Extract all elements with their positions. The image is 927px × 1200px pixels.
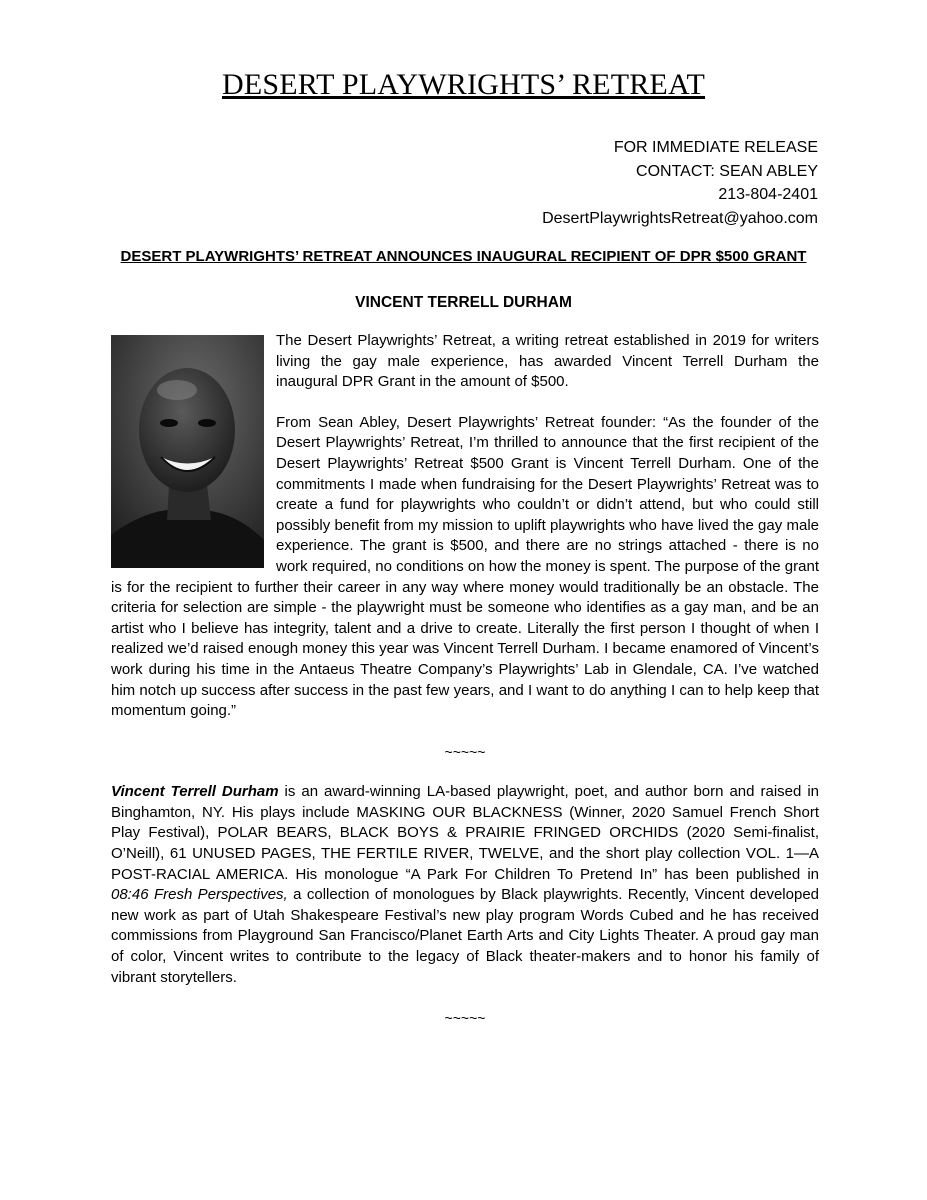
bio-name: Vincent Terrell Durham: [111, 783, 279, 801]
bio-text-1: is an award-winning LA-based playwright, poet, and author born and raised in Binghamton, NY. His plays include MASKING OUR BLACKNESS (Winner, 2020 Samuel French Short Play Festival), POLAR BEARS, BLACK BOYS & PRAIRIE FRINGED ORCHIDS (2020 Semi-finalist, O’Neill), 61 UNUSED PAGES, THE FERTILE RIVER, TWELVE, and the short play collection VOL. 1—A POST-RACIAL AMERICA. His monologue “A Park For Children To Pretend In” has been published in: [111, 783, 819, 883]
subject-name: VINCENT TERRELL DURHAM: [355, 294, 572, 311]
body-text: [111, 331, 819, 1049]
bio-publication: 08:46 Fresh Perspectives,: [111, 886, 288, 904]
release-label: FOR IMMEDIATE RELEASE: [613, 139, 818, 156]
contact-name: CONTACT: SEAN ABLEY: [636, 162, 818, 180]
organization-title: DESERT PLAYWRIGHTS’ RETREAT: [221, 68, 706, 101]
section-separator: ~~~~~: [444, 743, 486, 760]
end-separator: ~~~~~: [444, 1010, 486, 1027]
announcement-paragraph-1: The Desert Playwrights’ Retreat, a writing retreat established in 2019 for writers living the gay male experience, has awarded Vincent Terrell Durham the inaugural DPR Grant in the amount of $500.: [276, 332, 819, 391]
contact-block: [542, 136, 818, 230]
portrait-photo: [111, 335, 264, 568]
contact-phone: 213-804-2401: [718, 186, 818, 203]
bio-paragraph: [111, 782, 819, 988]
bio-text-2: a collection of monologues by Black playwrights. Recently, Vincent developed new work as part of Utah Shakespeare Festival’s new play program Words Cubed and he has received commissions from Playground San Francisco/Planet Earth Arts and City Lights Theater. A proud gay man of color, Vincent writes to contribute to the legacy of Black theater-makers and to honor his family of vibrant storytellers.: [111, 886, 819, 986]
headline: DESERT PLAYWRIGHTS’ RETREAT ANNOUNCES INAUGURAL RECIPIENT OF DPR $500 GRANT: [120, 248, 807, 265]
contact-email: DesertPlaywrightsRetreat@yahoo.com: [542, 209, 818, 227]
announcement-paragraph-2: From Sean Abley, Desert Playwrights’ Retreat founder: “As the founder of the Desert Playwrights’ Retreat, I’m thrilled to announce that the first recipient of the Desert Playwrights’ Retreat $500 Grant is Vincent Terrell Durham. One of the commitments I made when fundraising for the Desert Playwrights’ Retreat was to create a fund for playwrights who couldn’t or didn’t attend, but who could still possibly benefit from my mission to uplift playwrights who have lived the gay male experience. The grant is $500, and there are no strings attached - there is no work required, no conditions on how the money is spent. The purpose of the grant is for the recipient to further their career in any way where money would traditionally be an obstacle. The criteria for selection are simple - the playwright must be someone who identifies as a gay man, and be an artist who I believe has integrity, talent and a drive to create. Literally the first person I thought of when I realized we’d raised enough money this year was Vincent Terrell Durham. I became enamored of Vincent’s work during his time in the Antaeus Theatre Company’s Playwrights’ Lab in Glendale, CA. I’ve watched him notch up success after success in the past few years, and I want to do anything I can to help keep that momentum going.”: [111, 413, 819, 720]
